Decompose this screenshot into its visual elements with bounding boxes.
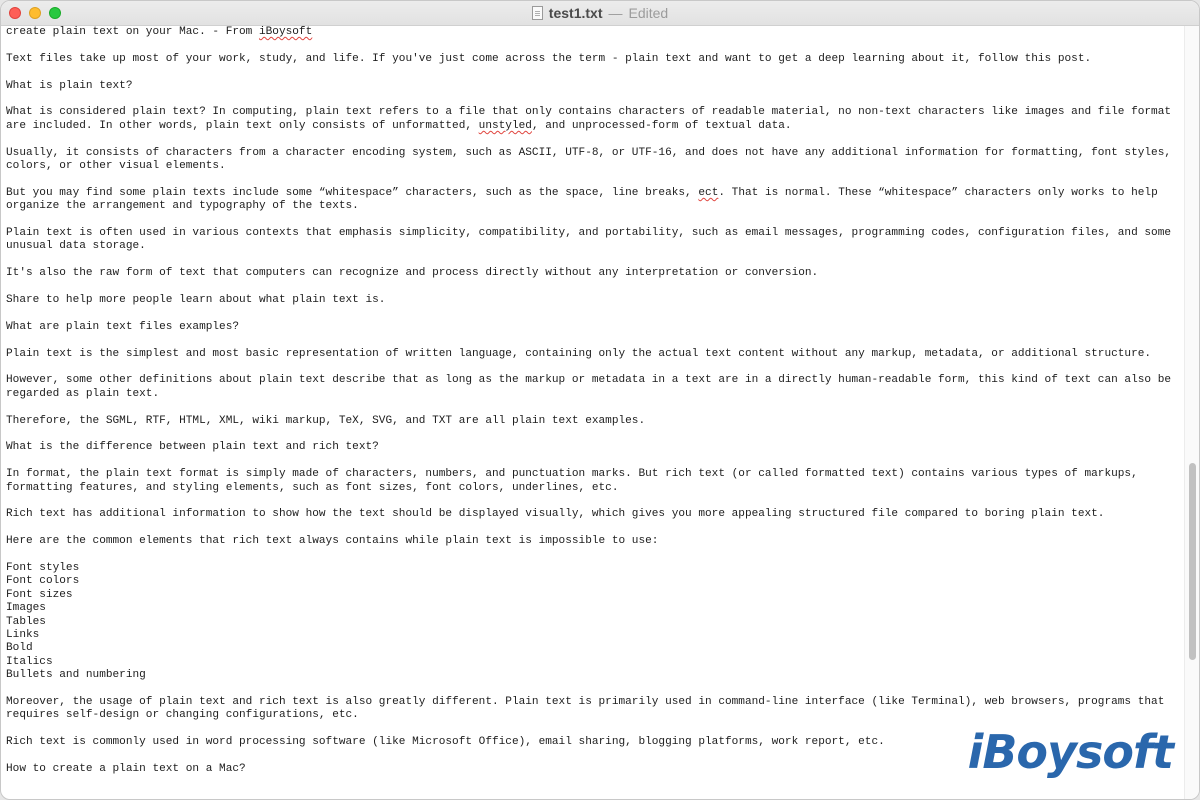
list-item: Bullets and numbering: [6, 669, 146, 682]
paragraph: Rich text is commonly used in word processing software (like Microsoft Office), email sharing, blogging platforms, work report, etc.: [6, 736, 885, 749]
paragraph: Rich text has additional information to show how the text should be displayed visually, which gives you more appealing structured file compared to boring plain text.: [6, 508, 1105, 521]
list-item: Font sizes: [6, 588, 73, 601]
list-item: Font styles: [6, 561, 80, 574]
scrollbar-thumb[interactable]: [1189, 463, 1196, 660]
list-item: Bold: [6, 642, 33, 655]
paragraph: Share to help more people learn about what plain text is.: [6, 294, 386, 306]
document-icon[interactable]: [532, 6, 543, 20]
paragraph: But you may find some plain texts include some “whitespace” characters, such as the space, line breaks, ect. That is normal. These “whitespace” characters only works to help organize the arrangement and typography of the texts.: [6, 186, 1165, 213]
paragraph: In format, the plain text format is simply made of characters, numbers, and punctuation marks. But rich text (or called formatted text) contains various types of markups, formatting features, and styling elements, such as font sizes, font colors, underlines, etc.: [6, 468, 1145, 494]
iboysoft-watermark-logo: iBoysoft: [967, 725, 1173, 779]
edit-status[interactable]: Edited: [628, 5, 669, 21]
list-item: Links: [6, 629, 40, 642]
paragraph: create plain text on your Mac. - From iBoysoft: [6, 26, 313, 38]
file-name[interactable]: test1.txt: [548, 5, 603, 21]
paragraph: Plain text is often used in various contexts that emphasis simplicity, compatibility, and portability, such as email messages, programming codes, configuration files, and some unusual data storage.: [6, 227, 1178, 253]
paragraph: Text files take up most of your work, study, and life. If you've just come across the term - plain text and want to get a deep learning about it, follow this post.: [6, 52, 1092, 65]
paragraph: Therefore, the SGML, RTF, HTML, XML, wiki markup, TeX, SVG, and TXT are all plain text examples.: [6, 414, 646, 427]
misspelled-word[interactable]: ect: [698, 186, 719, 199]
list-item: Italics: [6, 655, 53, 668]
heading-line: What is the difference between plain text and rich text?: [6, 441, 379, 454]
misspelled-word[interactable]: iBoysoft: [258, 26, 313, 38]
paragraph: Here are the common elements that rich text always contains while plain text is impossible to use:: [6, 535, 659, 548]
heading-line: What are plain text files examples?: [6, 320, 240, 333]
heading-line: How to create a plain text on a Mac?: [6, 763, 246, 776]
misspelled-word[interactable]: unstyled: [478, 119, 532, 132]
list-item: Tables: [6, 615, 46, 628]
paragraph: Plain text is the simplest and most basic representation of written language, containing only the actual text content without any markup, metadata, or additional structure.: [6, 347, 1152, 360]
text-editor-area[interactable]: [1, 26, 1187, 800]
window-title: [1, 1, 1199, 25]
element-list: [6, 562, 1187, 683]
title-separator: —: [608, 5, 623, 21]
vertical-scrollbar[interactable]: [1184, 26, 1199, 800]
paragraph: However, some other definitions about plain text describe that as long as the markup or metadata in a text are in a directly human-readable form, this kind of text can also be regarded as plain text.: [6, 374, 1178, 400]
title-bar[interactable]: [1, 1, 1199, 26]
paragraph: It's also the raw form of text that computers can recognize and process directly without any interpretation or conversion.: [6, 267, 819, 280]
paragraph: Usually, it consists of characters from a character encoding system, such as ASCII, UTF-8, or UTF-16, and does not have any additional information for formatting, font styles, colors, or other visual elements.: [6, 146, 1178, 172]
paragraph: Moreover, the usage of plain text and rich text is also greatly different. Plain text is primarily used in command-line interface (like Terminal), web browsers, programs that requires self-design or changing configurations, etc.: [6, 696, 1172, 722]
paragraph: What is considered plain text? In computing, plain text refers to a file that only contains characters of readable material, no non-text characters like images and file format are included. In other words, plain text only consists of unformatted, unstyled, and unprocessed-form of textual data.: [6, 106, 1178, 132]
list-item: Images: [6, 602, 46, 615]
list-item: Font colors: [6, 575, 80, 588]
heading-line: What is plain text?: [6, 79, 133, 92]
